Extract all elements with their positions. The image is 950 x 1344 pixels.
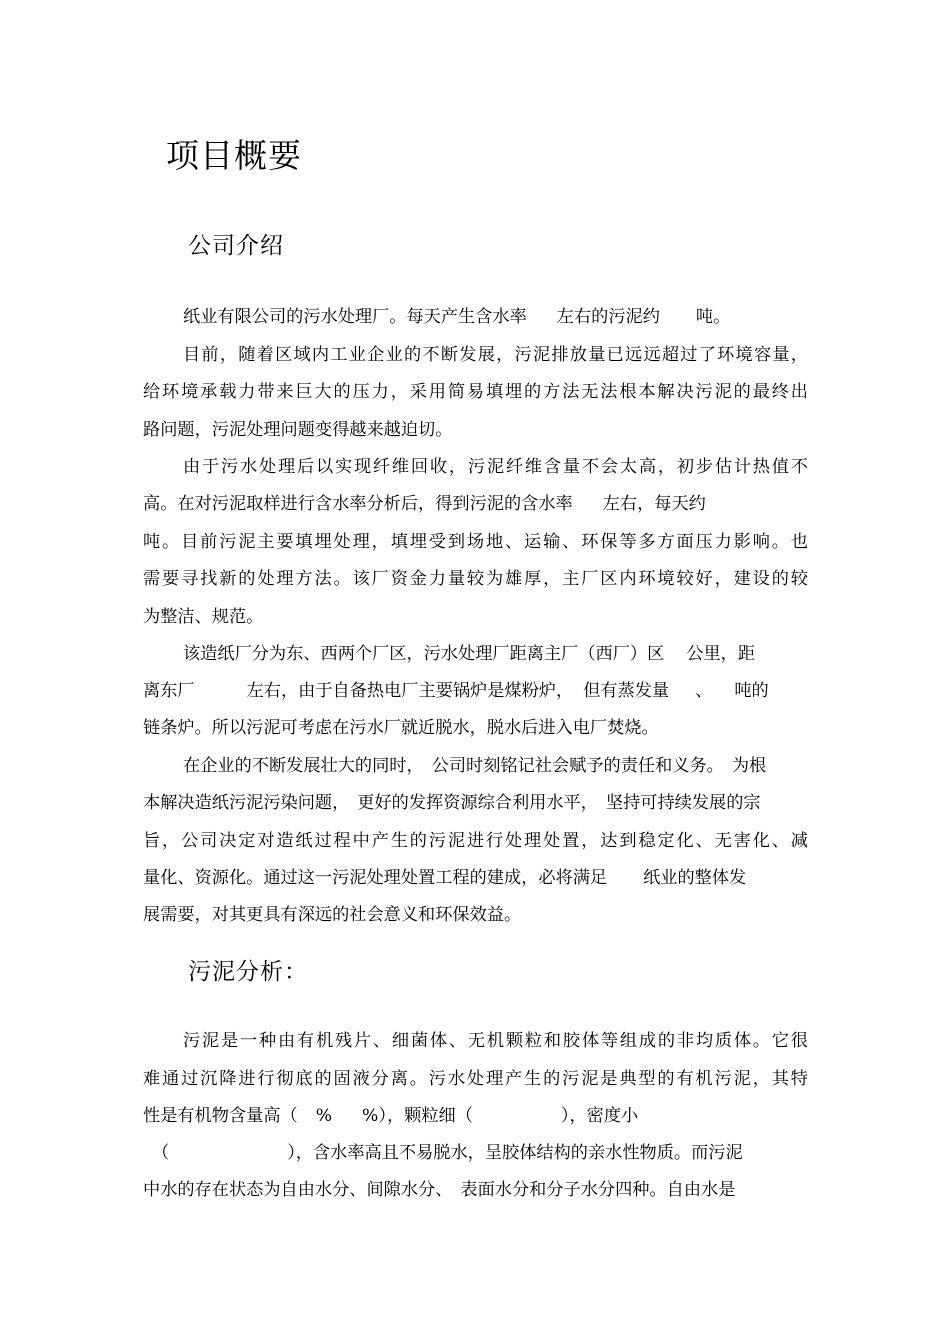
paragraph-line: （ ），含水率高且不易脱水，呈胶体结构的亲水性物质。而污泥: [152, 1143, 743, 1163]
paragraph-line: 给环境承载力带来巨大的压力，采用简易填埋的方法无法根本解决污泥的最终出: [143, 382, 808, 402]
paragraph-line: 难通过沉降进行彻底的固液分离。污水处理产生的污泥是典型的有机污泥，其特: [143, 1069, 808, 1089]
paragraph-line: 路问题，污泥处理问题变得越来越迫切。: [143, 420, 453, 440]
paragraph-line: 纸业有限公司的污水处理厂。每天产生含水率 左右的污泥约 吨。: [183, 307, 731, 327]
paragraph-line: 该造纸厂分为东、西两个厂区，污水处理厂距离主厂（西厂）区 公里，距: [183, 644, 756, 664]
paragraph-line: 旨，公司决定对造纸过程中产生的污泥进行处理处置，达到稳定化、无害化、减: [143, 831, 808, 851]
page-title: 项目概要: [166, 136, 302, 175]
paragraph-line: 吨。目前污泥主要填埋处理，填埋受到场地、运输、环保等多方面压力影响。也: [143, 532, 808, 552]
paragraph-line: 中水的存在状态为自由水分、间隙水分、 表面水分和分子水分四种。自由水是: [143, 1180, 736, 1200]
paragraph-line: 展需要，对其更具有深远的社会意义和环保效益。: [143, 905, 522, 925]
paragraph-line: 需要寻找新的处理方法。该厂资金力量较为雄厚，主厂区内环境较好，建设的较: [143, 569, 808, 589]
paragraph-line: 链条炉。所以污泥可考虑在污水厂就近脱水，脱水后进入电厂焚烧。: [143, 718, 659, 738]
paragraph-line: 性是有机物含量高（ % %），颗粒细（ ），密度小: [143, 1106, 639, 1126]
section-heading-company: 公司介绍: [188, 233, 284, 259]
paragraph-line: 高。在对污泥取样进行含水率分析后，得到污泥的含水率 左右，每天约: [143, 494, 706, 514]
paragraph-line: 为整洁、规范。: [143, 607, 264, 627]
section-heading-sludge: 污泥分析：: [188, 959, 308, 985]
paragraph-line: 由于污水处理后以实现纤维回收，污泥纤维含量不会太高，初步估计热值不: [183, 457, 808, 477]
paragraph-line: 离东厂 左右，由于自备热电厂主要锅炉是煤粉炉， 但有蒸发量 、 吨的: [143, 681, 769, 701]
paragraph-line: 在企业的不断发展壮大的同时， 公司时刻铭记社会赋予的责任和义务。 为根: [183, 756, 767, 776]
paragraph-line: 污泥是一种由有机残片、细菌体、无机颗粒和胶体等组成的非均质体。它很: [183, 1031, 808, 1051]
paragraph-line: 量化、资源化。通过这一污泥处理处置工程的建成，必将满足 纸业的整体发: [143, 868, 747, 888]
paragraph-line: 本解决造纸污泥污染问题， 更好的发挥资源综合利用水平， 坚持可持续发展的宗: [143, 793, 761, 813]
paragraph-line: 目前，随着区域内工业企业的不断发展，污泥排放量已远远超过了环境容量，: [183, 345, 808, 365]
